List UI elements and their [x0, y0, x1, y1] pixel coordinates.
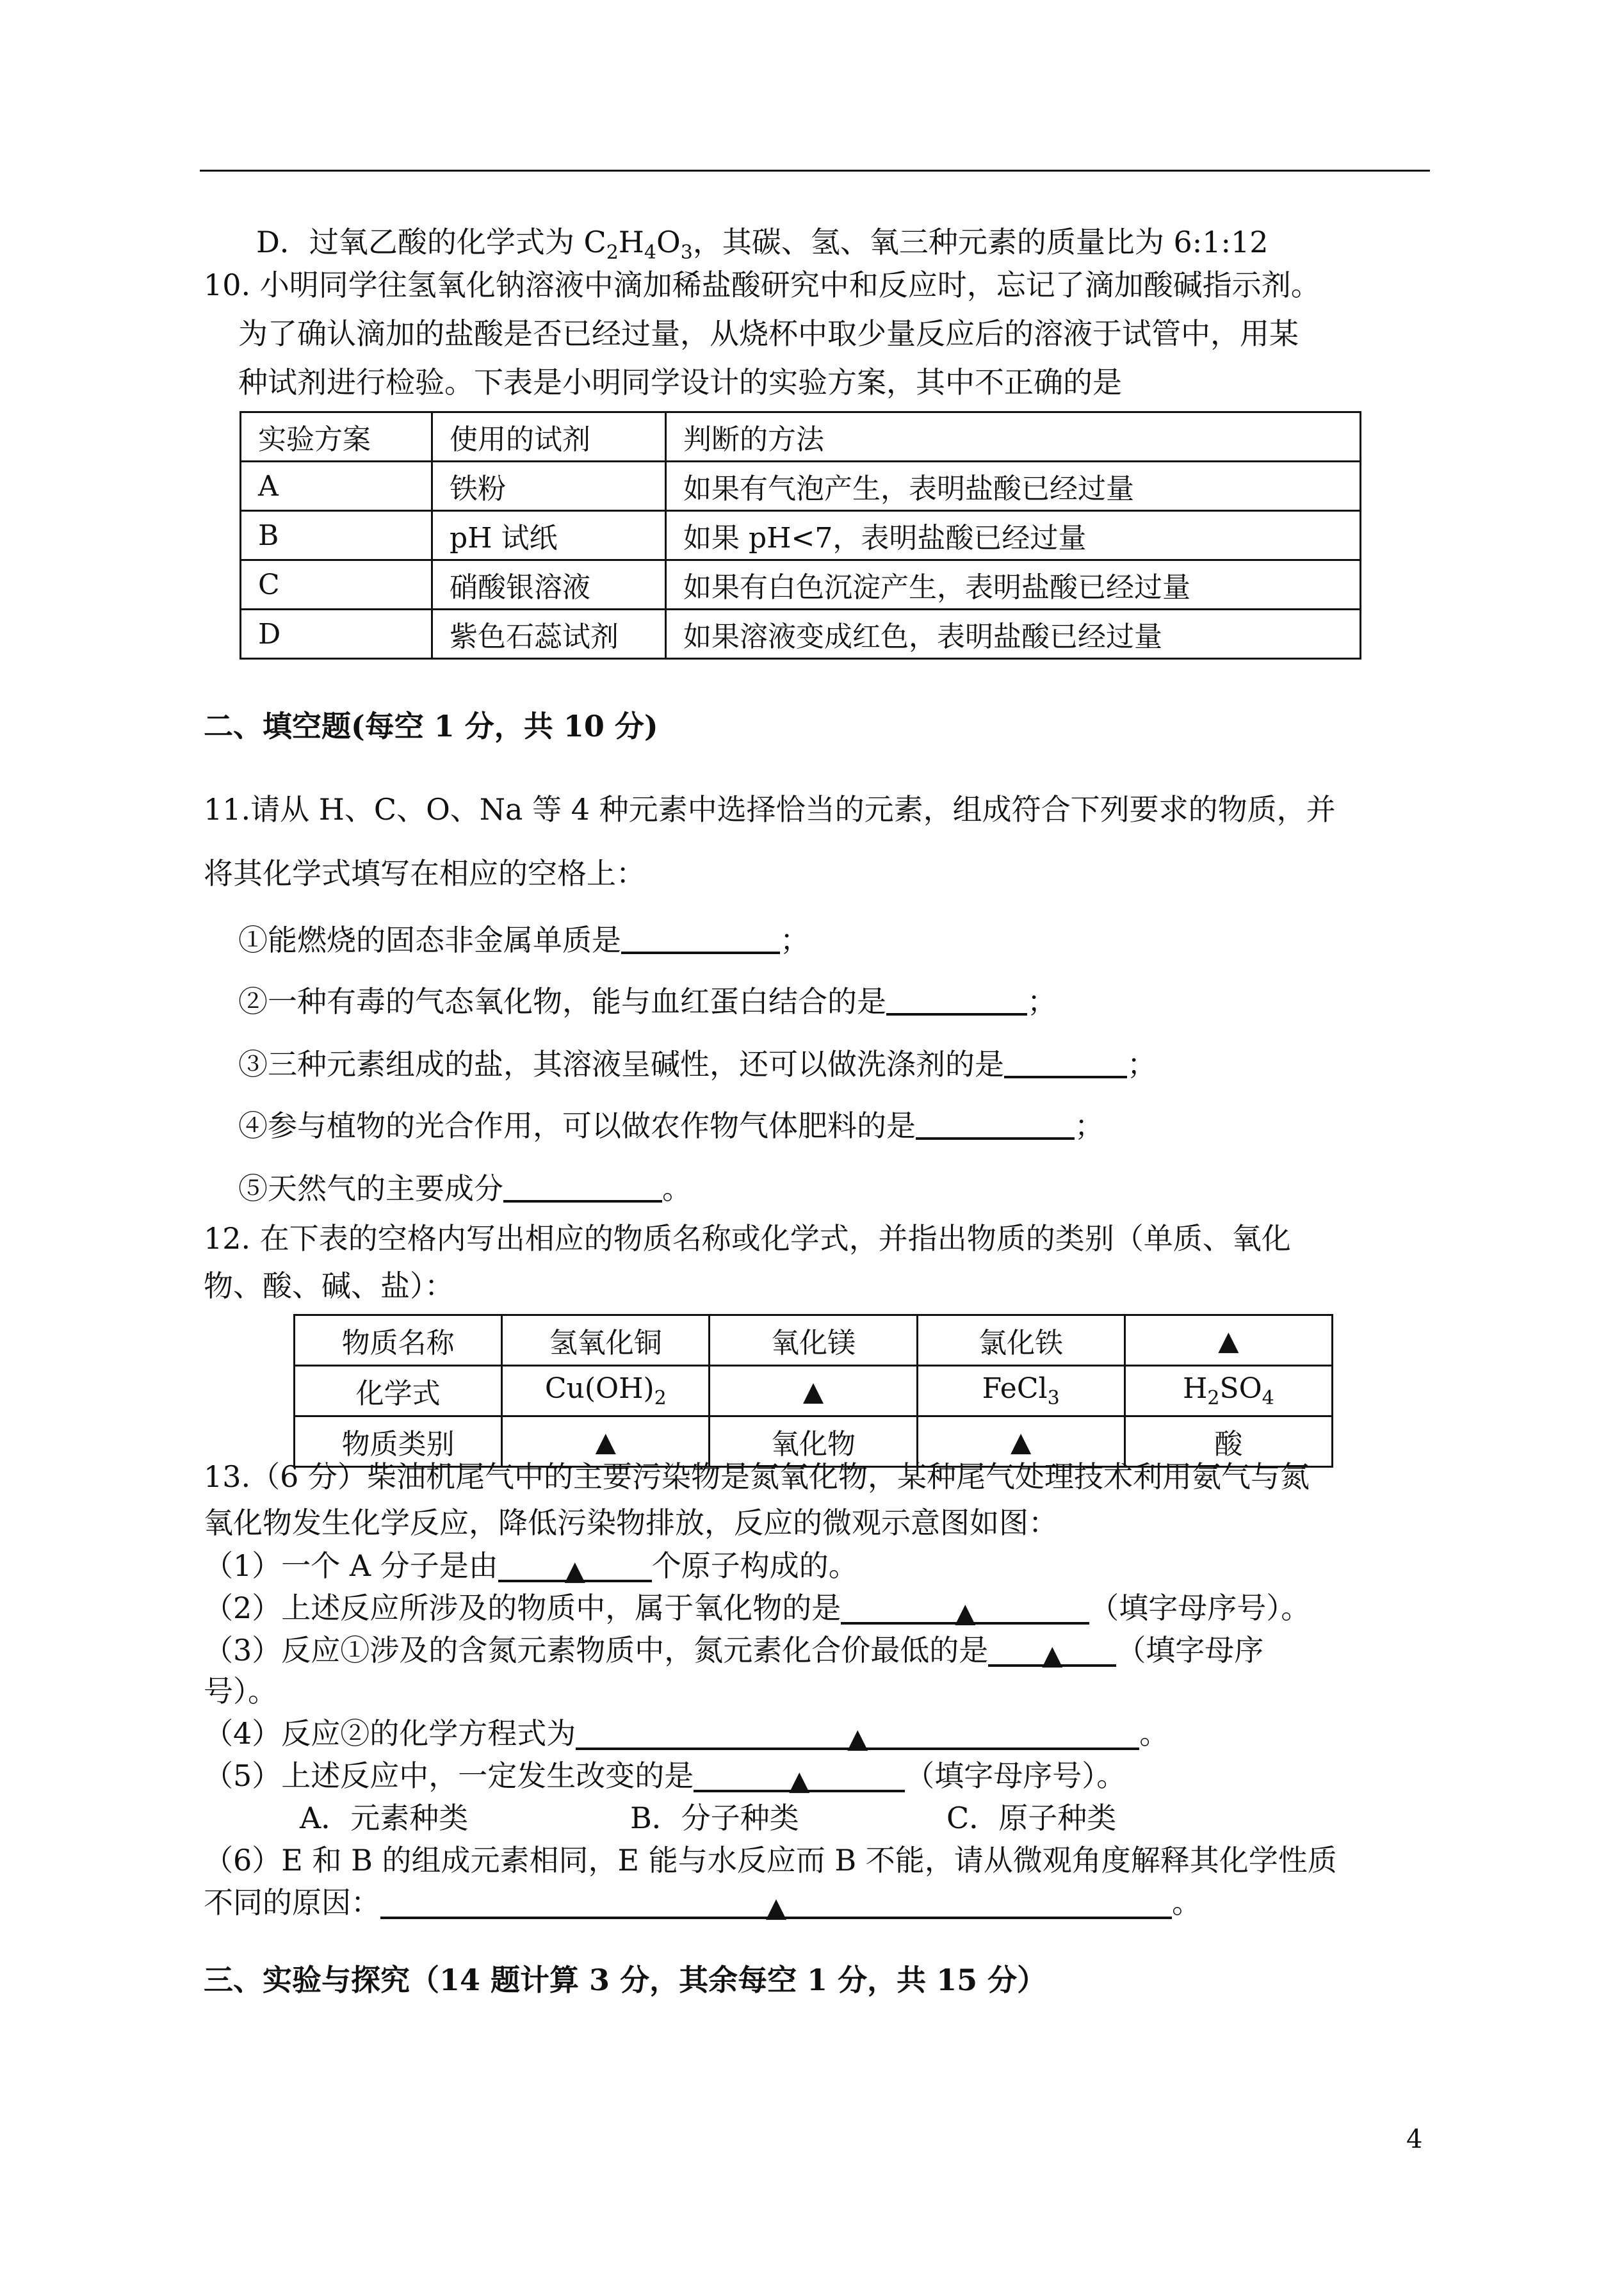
answer-blank[interactable]: [841, 1593, 1089, 1628]
answer-marker: ▲: [1125, 1315, 1332, 1366]
table-cell: 硝酸银溶液: [432, 560, 666, 610]
q13-part-1: [204, 1546, 858, 1585]
formula-sub: 4: [1262, 1386, 1274, 1409]
q13-part-3-cont: 号）。: [204, 1674, 277, 1708]
q12-line-1: 12. 在下表的空格内写出相应的物质名称或化学式，并指出物质的类别（单质、氧化: [204, 1221, 1291, 1256]
q11-item-4-text: ④参与植物的光合作用，可以做农作物气体肥料的是: [238, 1108, 916, 1143]
formula-cuoh: Cu(OH): [544, 1372, 654, 1406]
q13-p3-text: （3）反应①涉及的含氮元素物质中，氮元素化合价最低的是: [204, 1633, 989, 1667]
q13-part-2: [204, 1589, 1310, 1627]
table-row: [241, 412, 1361, 462]
q9d-sub2: 4: [644, 241, 657, 264]
table-cell: 紫色石蕊试剂: [432, 610, 666, 659]
q9d-post: ，其碳、氢、氧三种元素的质量比为 6:1:12: [692, 225, 1269, 259]
answer-blank[interactable]: [694, 1760, 905, 1796]
q10-line-1: 10. 小明同学往氢氧化钠溶液中滴加稀盐酸研究中和反应时，忘记了滴加酸碱指示剂。: [204, 268, 1320, 302]
q13-p6-text: 不同的原因：: [204, 1885, 380, 1920]
table-header-cell: 使用的试剂: [432, 412, 666, 462]
header-rule: [200, 170, 1430, 172]
q10-line-3: 种试剂进行检验。下表是小明同学设计的实验方案，其中不正确的是: [238, 365, 1122, 400]
q13-p5-end: （填字母序号）。: [905, 1758, 1126, 1793]
table-row: [241, 511, 1361, 560]
q13-part-6: （6）E 和 B 的组成元素相同，E 能与水反应而 B 不能，请从微观角度解释其化学性质: [204, 1843, 1337, 1877]
q13-p2-end: （填字母序号）。: [1089, 1591, 1311, 1625]
table-cell: [502, 1366, 710, 1416]
q9d-sub1: 2: [606, 241, 619, 264]
q9d-sub3: 3: [680, 241, 693, 264]
answer-marker: ▲: [917, 1416, 1125, 1467]
table-cell: 氢氧化铜: [502, 1315, 710, 1366]
q9d-mid2: O: [656, 225, 681, 259]
q11-item-5-end: 。: [662, 1171, 692, 1206]
q11-item-5-text: ⑤天然气的主要成分: [238, 1171, 503, 1206]
q12-table: [293, 1314, 1333, 1468]
table-cell: C: [241, 560, 432, 610]
table-cell: 氧化物: [710, 1416, 917, 1467]
q13-part-6-cont: [204, 1883, 1201, 1922]
table-cell: [917, 1366, 1125, 1416]
q13-part-3: [204, 1631, 1263, 1669]
answer-blank[interactable]: [380, 1887, 1172, 1923]
q13-p6-end: 。: [1172, 1885, 1201, 1920]
answer-marker: ▲: [1042, 1639, 1063, 1671]
q13-p4-end: 。: [1139, 1716, 1169, 1751]
formula-fecl: FeCl: [982, 1372, 1048, 1406]
formula-so: SO: [1219, 1372, 1262, 1406]
q11-item-3-text: ③三种元素组成的盐，其溶液呈碱性，还可以做洗涤剂的是: [238, 1047, 1004, 1082]
q13-p3-end: （填字母序: [1116, 1633, 1264, 1667]
table-cell: 如果有白色沉淀产生，表明盐酸已经过量: [666, 560, 1361, 610]
q9-option-d: [256, 223, 1269, 272]
table-row: [241, 610, 1361, 659]
q11-item-2: [238, 980, 1057, 1021]
answer-marker: ▲: [564, 1555, 585, 1586]
answer-marker: ▲: [710, 1366, 917, 1416]
table-cell: 如果有气泡产生，表明盐酸已经过量: [666, 462, 1361, 511]
q10-line-2: 为了确认滴加的盐酸是否已经过量，从烧杯中取少量反应后的溶液于试管中，用某: [238, 316, 1299, 351]
table-cell: B: [241, 511, 432, 560]
q10-table: [240, 411, 1361, 660]
section-2-heading: 二、填空题(每空 1 分，共 10 分): [204, 709, 658, 743]
q13-p2-text: （2）上述反应所涉及的物质中，属于氧化物的是: [204, 1591, 841, 1625]
q13-part-4: [204, 1714, 1169, 1753]
table-cell: 氯化铁: [917, 1315, 1125, 1366]
table-cell: 氧化镁: [710, 1315, 917, 1366]
q12-line-2: 物、酸、碱、盐）：: [204, 1269, 454, 1303]
table-cell: 铁粉: [432, 462, 666, 511]
table-cell: 酸: [1125, 1416, 1332, 1467]
q11-item-4: [238, 1104, 1104, 1145]
q11-item-3-end: ；: [1127, 1047, 1157, 1082]
q11-line-2: 将其化学式填写在相应的空格上：: [204, 856, 646, 891]
table-row: [295, 1315, 1333, 1366]
q13-p1-text: （1）一个 A 分子是由: [204, 1548, 498, 1583]
formula-h: H: [1182, 1372, 1208, 1406]
table-cell: 物质名称: [295, 1315, 502, 1366]
table-header-cell: 实验方案: [241, 412, 432, 462]
q13-option-a: A．元素种类: [300, 1801, 469, 1835]
answer-blank[interactable]: [576, 1718, 1139, 1754]
q13-option-c: C．原子种类: [946, 1801, 1117, 1835]
q11-item-1-end: ；: [780, 923, 809, 957]
table-cell: A: [241, 462, 432, 511]
q11-item-2-text: ②一种有毒的气态氧化物，能与血红蛋白结合的是: [238, 984, 886, 1019]
formula-sub: 2: [654, 1386, 667, 1409]
q9d-mid1: H: [618, 225, 644, 259]
answer-blank[interactable]: [1004, 1046, 1127, 1078]
q11-item-2-end: ；: [1027, 984, 1057, 1019]
table-cell: D: [241, 610, 432, 659]
answer-blank[interactable]: [916, 1108, 1075, 1140]
q13-line-1: 13.（6 分）柴油机尾气中的主要污染物是氮氧化物，某种尾气处理技术利用氨气与氮: [204, 1459, 1310, 1494]
q11-item-1: [238, 918, 809, 959]
table-header-cell: 判断的方法: [666, 412, 1361, 462]
formula-sub: 2: [1207, 1386, 1220, 1409]
q13-p4-text: （4）反应②的化学方程式为: [204, 1716, 576, 1751]
q11-item-1-text: ①能燃烧的固态非金属单质是: [238, 923, 621, 957]
table-cell: 物质类别: [295, 1416, 502, 1467]
table-cell: 如果 pH<7，表明盐酸已经过量: [666, 511, 1361, 560]
q11-line-1: 11.请从 H、C、O、Na 等 4 种元素中选择恰当的元素，组成符合下列要求的物质，并: [204, 792, 1336, 827]
table-row: [241, 560, 1361, 610]
answer-marker: ▲: [955, 1597, 976, 1628]
answer-blank[interactable]: [886, 984, 1027, 1016]
answer-blank[interactable]: [498, 1550, 652, 1586]
answer-marker: ▲: [502, 1416, 710, 1467]
q13-p1-end: 个原子构成的。: [651, 1548, 858, 1583]
answer-blank[interactable]: [988, 1635, 1116, 1671]
table-row: [295, 1366, 1333, 1416]
formula-sub: 3: [1047, 1386, 1060, 1409]
answer-marker: ▲: [765, 1892, 787, 1923]
page-number: 4: [1406, 2125, 1423, 2154]
answer-blank[interactable]: [621, 922, 780, 954]
table-row: [241, 462, 1361, 511]
table-cell: [1125, 1366, 1332, 1416]
q13-line-2: 氧化物发生化学反应，降低污染物排放，反应的微观示意图如图：: [204, 1505, 1058, 1540]
section-3-heading: 三、实验与探究（14 题计算 3 分，其余每空 1 分，共 15 分）: [204, 1963, 1047, 1997]
table-cell: pH 试纸: [432, 511, 666, 560]
q11-item-3: [238, 1042, 1157, 1083]
table-cell: 如果溶液变成红色，表明盐酸已经过量: [666, 610, 1361, 659]
answer-blank[interactable]: [503, 1171, 662, 1203]
q9d-pre: D．过氧乙酸的化学式为 C: [256, 225, 606, 259]
answer-marker: ▲: [847, 1723, 868, 1754]
answer-marker: ▲: [789, 1765, 810, 1796]
q11-item-4-end: ；: [1075, 1108, 1104, 1143]
q11-item-5: [238, 1167, 692, 1208]
q13-p5-text: （5）上述反应中，一定发生改变的是: [204, 1758, 694, 1793]
table-cell: 化学式: [295, 1366, 502, 1416]
q13-part-5: [204, 1756, 1126, 1795]
q13-option-b: B．分子种类: [630, 1801, 799, 1835]
